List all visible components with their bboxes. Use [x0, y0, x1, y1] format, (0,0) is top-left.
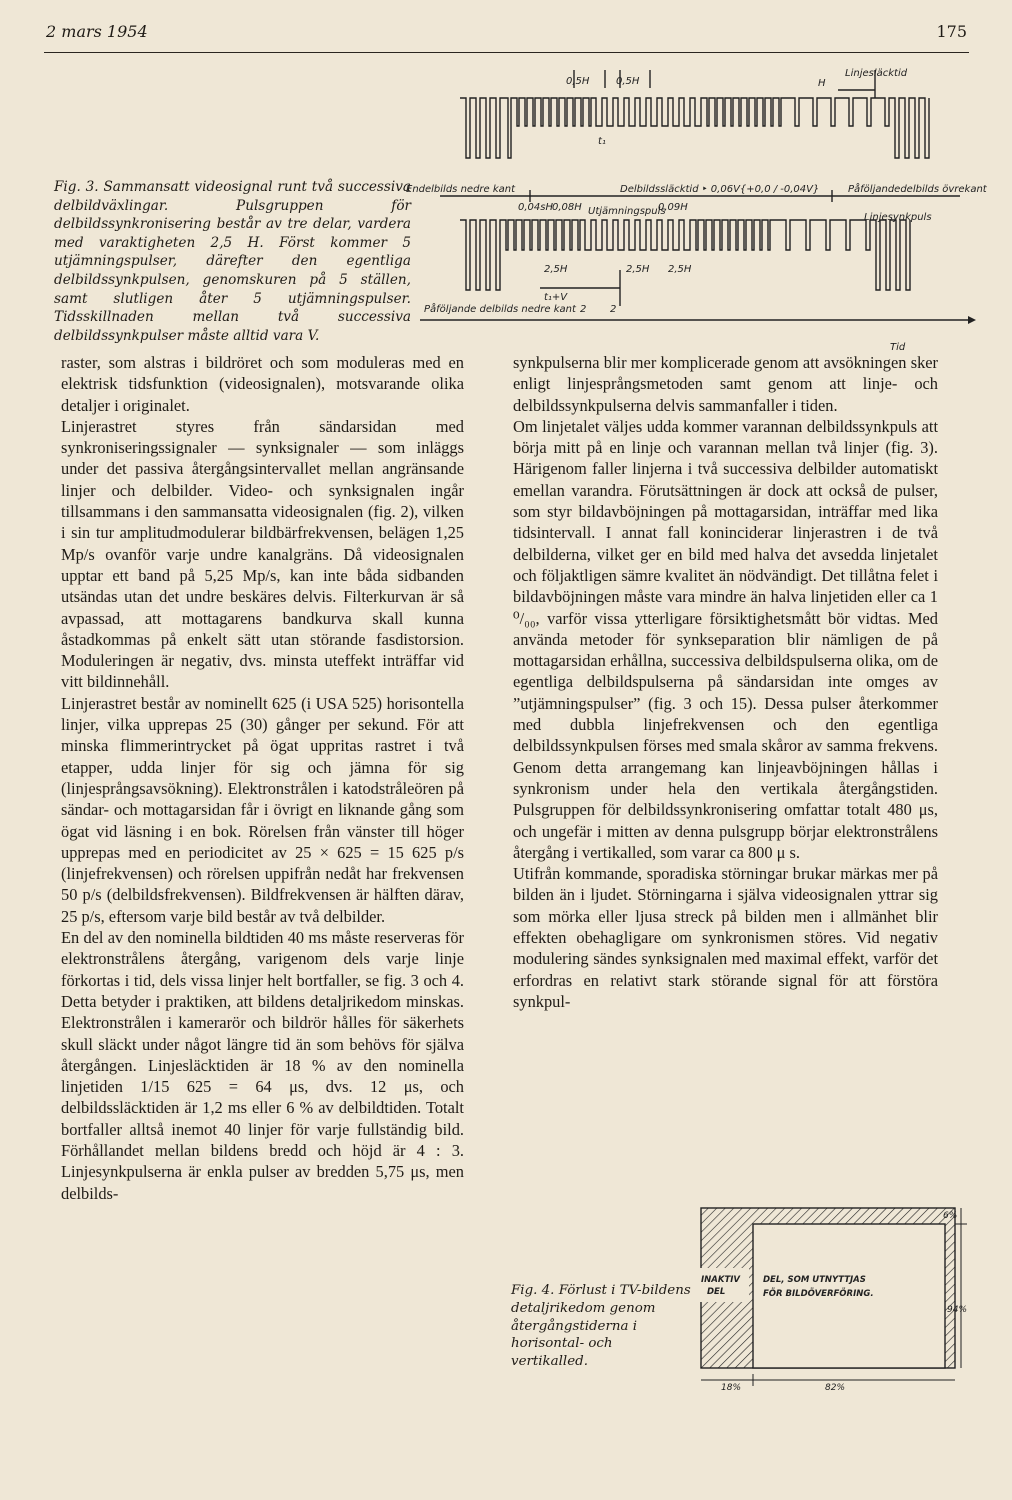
label-two-a: 2: [580, 304, 587, 315]
waveform-bottom: [460, 220, 910, 290]
left-column: [61, 352, 464, 1204]
fig4-diagram: [697, 1202, 967, 1402]
label-004sh: 0,04sH: [518, 202, 553, 213]
label-tid: Tid: [890, 342, 906, 353]
label-05h-a: 0,5H: [566, 76, 590, 87]
label-two-b: 2: [610, 304, 617, 315]
left-paragraph: raster, som alstras i bildröret och som moduleras med en elektrisk tidsfunktion (videosignalen), motsvarande olika detaljer i originalet.: [61, 353, 464, 415]
label-linjeslacktid: Linjesläcktid: [845, 68, 908, 79]
label-t1-plus-v: t₁+V: [544, 292, 568, 303]
fig4-caption: Fig. 4. Förlust i TV-bildens detaljrikedom genom återgångstiderna i horisontal- och vertikalled.: [511, 1283, 691, 1370]
label-t1: t₁: [598, 136, 606, 147]
label-05h-b: 0,5H: [616, 76, 640, 87]
header-date: 2 mars 1954: [46, 22, 148, 41]
label-del: DEL: [707, 1287, 726, 1297]
label-pct-top: 6%: [943, 1211, 958, 1221]
label-delbildslacktid: Delbildssläcktid ‣ 0,06V{+0,0 / -0,04V}: [620, 184, 820, 195]
label-25h-b: 2,5H: [626, 264, 650, 275]
right-paragraph: Om linjetalet väljes udda kommer varannan delbildssynkpuls att börja mitt på en linje och varannan mellan två linjer (fig. 3). Härigenom faller linjerna i två successiva delbilder automatiskt emellan varandra. Förutsättningen är dock att också de pulser, som styr bildavböjningen på mottagarsidan, inträffar med lika tidsintervall. I annat fall koninciderar linjerastren i de två delbilderna, vilket ger en bild med halva det avsedda linjetalet och följaktligen sämre kvalitet än nödvändigt. Det tillåtna felet i bildavböjningen måste vara mindre än halva linjetiden eller ca 1 ⁰/₀₀, varför vissa ytterligare försiktighetsmått bör vidtas. Med använda metoder för synkseparation blir nämligen de på mottagarsidan erhållna, successiva delbildspulserna olika, om de egentliga delbildspulserna på sändarsidan inte omges av ”utjämningspulser” (fig. 3 och 15). Dessa pulser återkommer med dubbla linjefrekvensen och den egentliga delbildssynkpulsen förses med smala skåror av samma frekvens. Genom detta arrangemang kan linjeavböjningen hållas i synkronism under hela den vertikala återgångstiden. Pulsgruppen för delbildssynkronisering omfattar totalt 480 μs, och ungefär i mitten av denna pulsgrupp börjar elektronstrålens återgång i vertikalled, som varar ca 800 μ s.: [513, 416, 938, 862]
fig3-signal-diagram: [406, 58, 987, 358]
page-number: 175: [936, 22, 967, 41]
label-used-1: DEL, SOM UTNYTTJAS: [763, 1275, 866, 1285]
fig3-caption: Fig. 3. Sammansatt videosignal runt två successiva delbildväxlingar. Pulsgruppen för delbildssynkronisering består av tre delar, vardera med varaktigheten 2,5 H. Först kommer 5 utjämningspulser, därefter den egentliga delbildssynkpulsen, genomskuren på 5 ställen, samt slutligen åter 5 utjämningspulser. Tidsskillnaden mellan två successiva delbildssynkpulser måste alltid vara V.: [54, 179, 411, 344]
label-utjamningspuls: Utjämningspuls: [588, 206, 666, 217]
left-paragraph: Linjerastret består av nominellt 625 (i USA 525) horisontella linjer, vilka upprepas 25 (30) gånger per sekund. För att minska flimmerintrycket på ögat uppritas rastret i två etapper, udda linjer för sig och jämna för sig (linjesprångsavsökning). Elektronstrålen i katodstråleören på sändar- och mottagarsidan får i övrigt en liknande gång som ögat vid läsning i en bok. Rörelsen från vänster till höger upprepas med en periodicitet av 25 × 625 = 15 625 p/s (linjefrekvensen) och rörelsen uppifrån nedåt har frekvensen 50 p/s (delbildsfrekvensen). Bildfrekvensen är hälften därav, 25 p/s, eftersom varje bild består av två delbilder.: [61, 693, 464, 926]
right-column: [513, 352, 938, 1012]
label-25h-c: 2,5H: [668, 264, 692, 275]
label-used-2: FÖR BILDÖVERFÖRING.: [763, 1289, 874, 1299]
waveform-top: [460, 98, 929, 158]
page-header: [44, 18, 969, 53]
label-pct-side: 94%: [947, 1305, 968, 1315]
label-h: H: [818, 78, 826, 89]
left-paragraph: En del av den nominella bildtiden 40 ms måste reserveras för elektronstrålens återgång, varigenom dels varje linje förkortas i tid, dels vissa linjer helt bortfaller, se fig. 3 och 4. Detta betyder i praktiken, att bildens detaljrikedom minskas. Elektronstrålen i kamerarör och bildrör hålles för säkerhets skull släckt under något längre tid än som behövs för själva återgången. Linjesläcktiden är 18 % av den nominella linjetiden 1/15 625 = 64 μs, dvs. 12 μs, och delbildssläcktiden är 1,2 ms eller 6 % av delbildtiden. Totalt bortfaller alltså inemot 40 linjer för varje fullständig bild. Förhållandet mellan bildens bredd och höjd är 4 : 3. Linjesynkpulserna är enkla pulser av bredden 5,75 μs, men delbilds-: [61, 928, 464, 1203]
label-inaktiv: INAKTIV: [701, 1275, 740, 1285]
label-endelbild: Endelbilds nedre kant: [406, 184, 516, 195]
label-pafoljande-ovrekant: Påföljandedelbilds övrekant: [848, 184, 987, 195]
left-paragraph: Linjerastret styres från sändarsidan med synkroniseringssignaler — synksignaler — som inläggs under det passiva återgångsintervallet mellan angränsande linjer och delbilder. Video- och synksignalen ingår tillsammans i den sammansatta videosignalen (fig. 2), vilken i sin tur amplitudmodulerar bildbärfrekvensen, belägen 1,25 Mp/s ovanför varje undre kanalgräns. Då videosignalen upptar ett band på 5,25 Mp/s, kan inte båda sidbanden utsändas utan det undre beskäres delvis. Filterkurvan är så avpassad, att mottagarens bandkurva skall kunna åstadkommas på enkelt sätt utan störande fasdistorsion. Moduleringen är negativ, dvs. minsta uteffekt inträffar vid vitt bildinnehåll.: [61, 416, 464, 692]
label-pafoljande-nedre: Påföljande delbilds nedre kant: [424, 304, 576, 315]
label-009h: 0,09H: [658, 202, 688, 213]
label-008h: 0,08H: [552, 202, 582, 213]
label-pct-left: 18%: [721, 1383, 742, 1393]
right-paragraph: Utifrån kommande, sporadiska störningar brukar märkas mer på bilden än i ljudet. Störningarna i själva videosignalen yttrar sig som mörka eller ljusa streck på bilden men i allmänhet blir effekten obehagligare om synkronismen störes. Vid negativ modulering sändes synksignalen med maximal effekt, varför det erfordras en relativt stark störande signal för att förstöra synkpul-: [513, 864, 938, 1011]
right-paragraph: synkpulserna blir mer komplicerade genom att avsökningen sker enligt linjesprångsmetoden samt genom att linje- och delbildssynkpulserna delvis sammanfaller i tiden.: [513, 353, 938, 415]
label-pct-bottom: 82%: [825, 1383, 846, 1393]
label-linjesynkpuls: Linjesynkpuls: [864, 212, 932, 223]
label-25h-a: 2,5H: [544, 264, 568, 275]
